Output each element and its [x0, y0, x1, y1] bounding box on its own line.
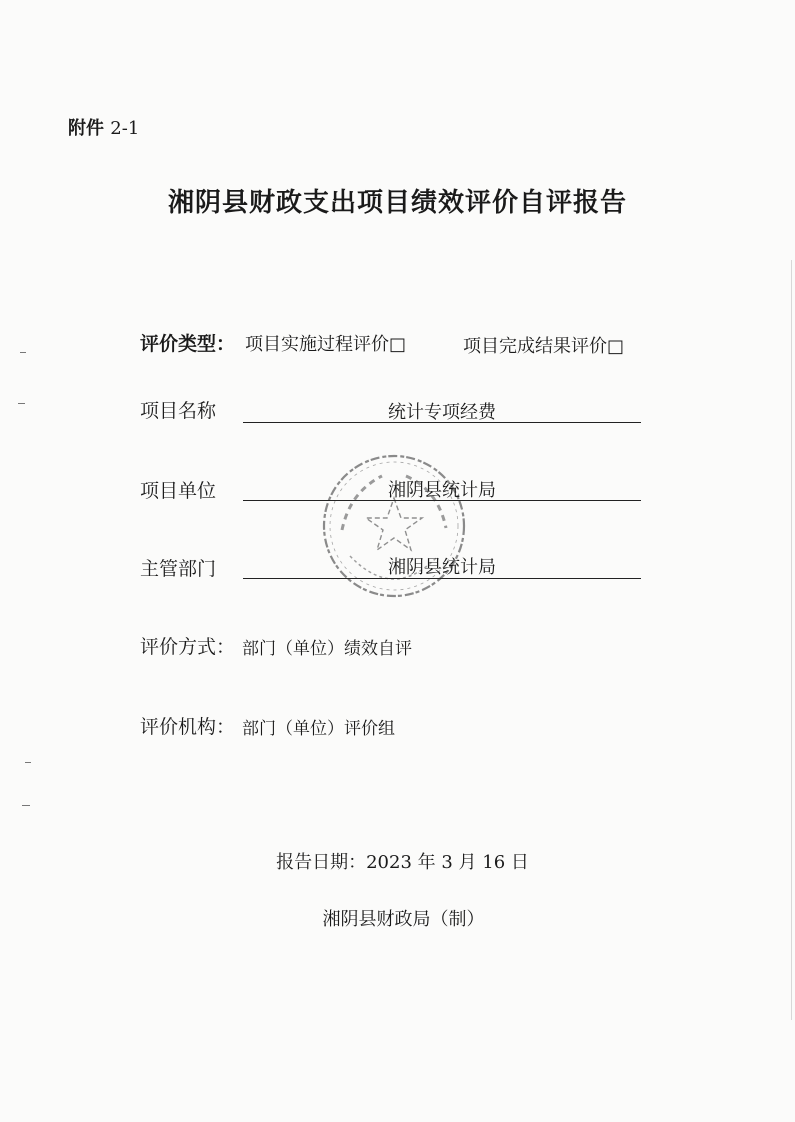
- issuing-authority: 湘阴县财政局（制）: [322, 909, 485, 930]
- project-name-label: 项目名称: [140, 400, 217, 422]
- scan-speck: [20, 352, 26, 353]
- evaluation-method-label: 评价方式：: [140, 636, 236, 658]
- scan-speck: [25, 762, 31, 763]
- document-title: 湘阴县财政支出项目绩效评价自评报告: [167, 188, 627, 218]
- project-unit-field: [243, 476, 641, 501]
- report-date: 报告日期：2023 年 3 月 16 日: [276, 852, 529, 873]
- supervising-dept-value: 湘阴县统计局: [388, 557, 496, 578]
- project-name-value: 统计专项经费: [388, 402, 496, 423]
- evaluation-type-label: 评价类型：: [140, 333, 236, 355]
- attachment-number: 2-1: [110, 118, 140, 139]
- scan-speck: [22, 805, 30, 806]
- attachment-prefix: 附件: [68, 118, 104, 139]
- evaluation-org-value: 部门（单位）评价组: [242, 719, 395, 739]
- supervising-dept-field: [243, 553, 641, 579]
- evaluation-method-value: 部门（单位）绩效自评: [242, 639, 412, 659]
- evaluation-org-label: 评价机构：: [140, 716, 236, 738]
- attachment-label: [68, 114, 139, 140]
- project-unit-label: 项目单位: [140, 480, 217, 502]
- project-unit-value: 湘阴县统计局: [388, 480, 496, 501]
- supervising-dept-label: 主管部门: [140, 558, 217, 580]
- evaluation-type-option-result[interactable]: 项目完成结果评价□: [463, 336, 625, 357]
- scan-speck: [18, 403, 25, 404]
- project-name-field: [243, 398, 641, 423]
- evaluation-type-option-process[interactable]: 项目实施过程评价□: [245, 334, 407, 355]
